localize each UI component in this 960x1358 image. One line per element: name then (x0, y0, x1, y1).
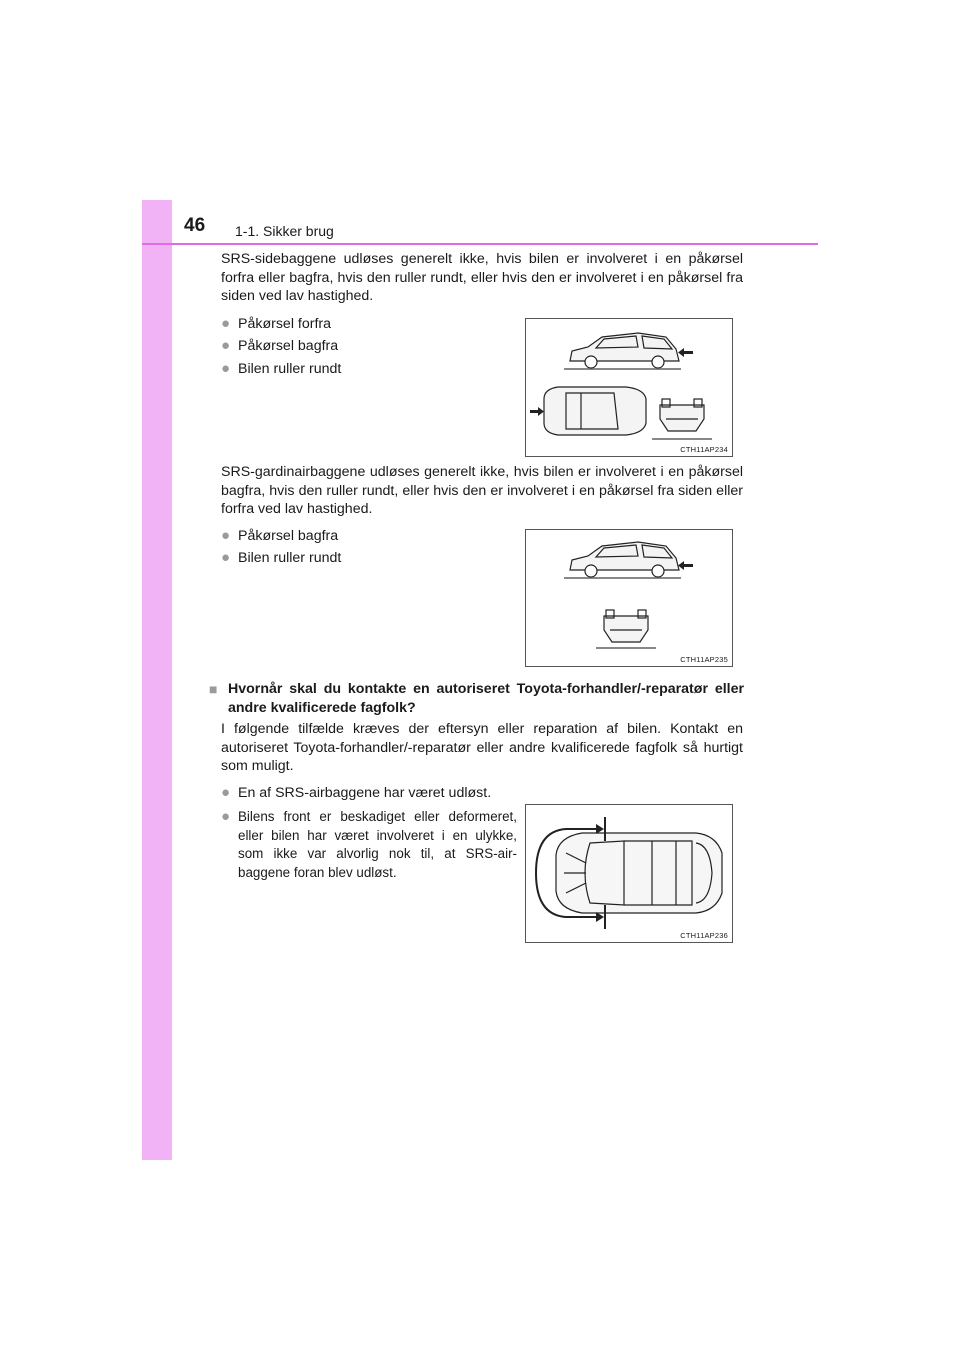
arrow-icon (530, 407, 544, 416)
figure-code: CTH11AP236 (680, 931, 728, 940)
bullet-icon: ● (221, 315, 231, 332)
list-item: ● Påkørsel bagfra (221, 527, 339, 544)
curtain-airbag-paragraph: SRS-gardinairbaggene udløses generelt ikke, hvis bilen er involveret i en påkørsel bagfra, hvis den ruller rundt, eller hvis den er involveret i en påkørsel fra siden eller forfra ved lav hastighed. (221, 464, 743, 517)
side-airbag-paragraph: SRS-sidebaggene udløses generelt ikke, hvis bilen er involveret i en påkørsel forfra eller bagfra, hvis den ruller rundt, eller hvis den er involveret i en påkørsel fra siden ved lav hastighed. (221, 251, 743, 304)
bullet-icon: ● (221, 808, 231, 825)
list-item: ● Bilen ruller rundt (221, 549, 342, 566)
car-rolled-over-icon (652, 399, 712, 439)
list-item: ● Bilen ruller rundt (221, 360, 342, 377)
figure-side-airbag-collisions (525, 318, 733, 457)
bullet-icon: ● (221, 360, 231, 377)
square-bullet-icon: ■ (209, 681, 218, 697)
section-heading: ■ Hvornår skal du kontakte en autoriseret Toyota-forhandler/-reparatør eller andre kvalificerede fagfolk? (209, 681, 744, 716)
section-title: 1-1. Sikker brug (235, 223, 334, 239)
list-item: ● Påkørsel forfra (221, 315, 332, 332)
collision-illustration (526, 319, 732, 456)
header-tab (142, 200, 172, 244)
car-side-view-icon (564, 333, 681, 369)
car-top-view-illustration (526, 805, 732, 942)
bullet-icon: ● (221, 337, 231, 354)
side-color-band (142, 200, 172, 1160)
car-top-view-icon (556, 833, 722, 913)
header-rule (142, 243, 818, 245)
list-item: ● Påkørsel bagfra (221, 337, 339, 354)
figure-front-damage (525, 804, 733, 943)
page-number: 46 (184, 215, 206, 236)
list-item: ● En af SRS-airbaggene har været udløst. (221, 784, 492, 801)
inspection-paragraph: I følgende tilfælde kræves der eftersyn eller reparation af bilen. Kontakt en autoriseret Toyota-forhandler/-reparatør eller andre kvalificerede fagfolk så hurtigt som muligt. (221, 721, 743, 774)
collision-illustration (526, 530, 732, 666)
figure-code: CTH11AP234 (680, 445, 728, 454)
bullet-icon: ● (221, 527, 231, 544)
car-top-view-icon (544, 387, 646, 435)
list-item: ● Bilens front er beskadiget eller deformeret, eller bilen har været involveret i en ulykke, som ikke var alvorlig nok til, at SRS-air-baggene foran blev udløst. (221, 808, 517, 882)
car-side-view-icon (564, 542, 681, 578)
bullet-icon: ● (221, 549, 231, 566)
figure-curtain-airbag-collisions (525, 529, 733, 667)
arrow-icon (678, 348, 693, 357)
bullet-icon: ● (221, 784, 231, 801)
figure-code: CTH11AP235 (680, 655, 728, 664)
arrow-icon (678, 561, 693, 570)
car-rolled-over-icon (596, 610, 656, 648)
